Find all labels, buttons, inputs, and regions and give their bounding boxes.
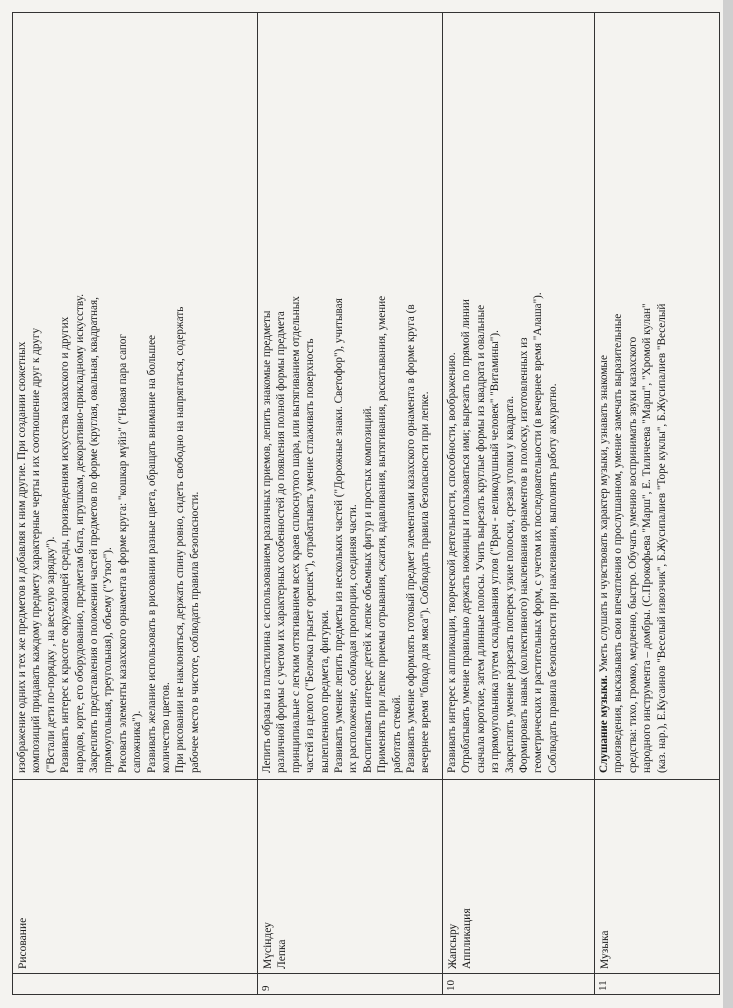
content-line: средства: тихо, громко, медленно, быстро. Обучать умению воспринимать звуки казахского — [626, 336, 639, 773]
content-line: из прямоугольника путем складывания углов ("Врач - великодушный человек" "Витамины"). — [489, 330, 502, 773]
table-row — [12, 12, 258, 995]
content-line: Развивать умение лепить предметы из нескольких частей ("Дорожные знаки. Светофор"), учитывая — [333, 298, 346, 773]
content-line: Формировать навык (коллективного) наклеивания орнаментов в полоску, изготовленных из — [518, 337, 531, 773]
section-lead: Слушание музыки. — [598, 675, 610, 773]
content-line: прямоугольная, треугольная), объему ("Утюг"). — [102, 547, 115, 773]
subject-content — [595, 12, 719, 779]
subject-content — [443, 12, 594, 779]
row-number — [13, 973, 257, 995]
subject-content — [258, 12, 442, 779]
subject-name — [258, 779, 442, 973]
content-line: вечернее время "блюдо для мяса"). Соблюдать правила безопасности при лепке. — [419, 391, 432, 773]
row-number: 9 — [258, 973, 442, 995]
content-line: сначала короткие, затем длинные полосы. Учить вырезать круглые формы из квадрата и овальные — [474, 304, 487, 773]
content-line: Рисовать элементы казахского орнамента в форме круга: "кошкар мүйіз" ("Новая пара сапог — [116, 333, 129, 773]
subject-content — [13, 12, 257, 779]
content-line: Развивать интерес к аппликации, творческой деятельности, способности, воображению. — [446, 352, 458, 773]
content-line: Закреплять умение разрезать поперек узкие полоски, срезая уголки у квадрата. — [503, 395, 516, 773]
subject-name-line: Аппликация — [461, 908, 473, 969]
content-line: вылепленного предмета, фигурки. — [318, 609, 331, 773]
content-line: композиций придавать каждому предмету характерные черты и их соотношение друг к другу — [30, 327, 43, 773]
row-number: 10 — [443, 973, 594, 995]
content-line: Развивать желание использовать в рисовании разные цвета, обращать внимание на большее — [145, 334, 158, 773]
table-row — [443, 12, 595, 995]
content-line: народов, юрте, его оборудованию, предметам быта, игрушкам, декоративно-прикладному искусству. — [73, 293, 86, 773]
content-line: принципиальне с легким оттягиванием всех краев сплюснутого шара, или вытягиванием отдельных — [289, 296, 302, 773]
content-line: Закреплять представления о положении частей предметов по форме (круглая, овальная, квадратная, — [88, 297, 101, 773]
subject-name — [13, 779, 257, 973]
content-line: их расположение, соблюдая пропорции, соединяя части. — [347, 504, 360, 773]
content-line: сапожника"). — [131, 710, 144, 773]
subject-name-line: Жапсыру — [447, 923, 459, 969]
table-row — [258, 12, 443, 995]
content-line-text: Уметь слушать и чувствовать характер музыки, узнавать знакомые — [598, 355, 610, 676]
page-edge-shadow — [723, 0, 733, 1008]
content-line: (каз. нар.), Е.Кусаинов "Веселый извозчик", Б.Жусипалиев "Торе куклы", Б.Жусипалиев "Веселый — [655, 303, 668, 773]
content-line: частей из целого ("Белочка грызет орешек"), отрабатывать умение сглаживать поверхность — [304, 338, 317, 773]
content-line: произведения, высказывать свои впечатления о прослушанном, умение замечать выразительные — [612, 313, 625, 773]
content-line: Отрабатывать умение правильно держать ножницы и пользоваться ими; вырезать по прямой линии — [460, 299, 473, 773]
table-row — [595, 12, 720, 995]
content-line — [597, 19, 611, 773]
content-line: Воспитывать интерес детей к лепке объемных фигур и простых композиций. — [361, 405, 374, 773]
subject-name-line: Мүсіндеу — [262, 922, 274, 969]
row-number: 11 — [595, 973, 719, 995]
content-line: Развивать интерес к красоте окружающей среды, произведениям искусства казахского и других — [59, 316, 72, 773]
subject-name-line: Лепка — [276, 939, 288, 969]
subject-name — [595, 779, 719, 973]
content-line: геометрических и растительных форм, с учетом их последовательности (в вечернее время "Алаша"). — [532, 292, 545, 773]
content-line: рабочее место в чистоте, соблюдать правила безопасности. — [188, 491, 201, 773]
content-line: Соблюдать правила безопасности при наклеивании, выполнять работу аккуратно. — [546, 383, 559, 773]
content-line: работать стекой. — [390, 694, 403, 773]
content-line: Развивать умение оформлять готовый предмет элементами казахского орнамента в форме круга (в — [405, 304, 418, 773]
subject-name-line: Рисование — [17, 917, 29, 969]
content-line: народного инструмента – домбры. (С.Прокофьева "Марш", Е. Тиличеева "Марш", "Хромой кулан" — [641, 303, 654, 773]
subject-name-line: Музыка — [599, 930, 611, 969]
content-line: При рисовании не наклоняться, держать спину ровно, сидеть свободно на напрягаться, содержать — [174, 306, 187, 773]
subject-name — [443, 779, 594, 973]
curriculum-table — [12, 12, 720, 995]
content-line: Лепить образы из пластилина с использованием различных приемов, лепить знакомые предметы — [261, 310, 273, 773]
content-line: Применять при лепке приемы отрывания, сжатия, вдавливания, вытягивания, раскатывания, умение — [376, 295, 389, 773]
content-line: количество цветов. — [160, 682, 173, 773]
content-line: различной формы с учетом их характерных особенностей до появления полной формы предмета — [275, 311, 288, 773]
content-line: изображение одних и тех же предметов и добавляя к ним другие. При создании сюжетных — [16, 341, 28, 773]
content-line: ("Встали дети по-порядку , на веселую зарядку"). — [44, 536, 57, 773]
